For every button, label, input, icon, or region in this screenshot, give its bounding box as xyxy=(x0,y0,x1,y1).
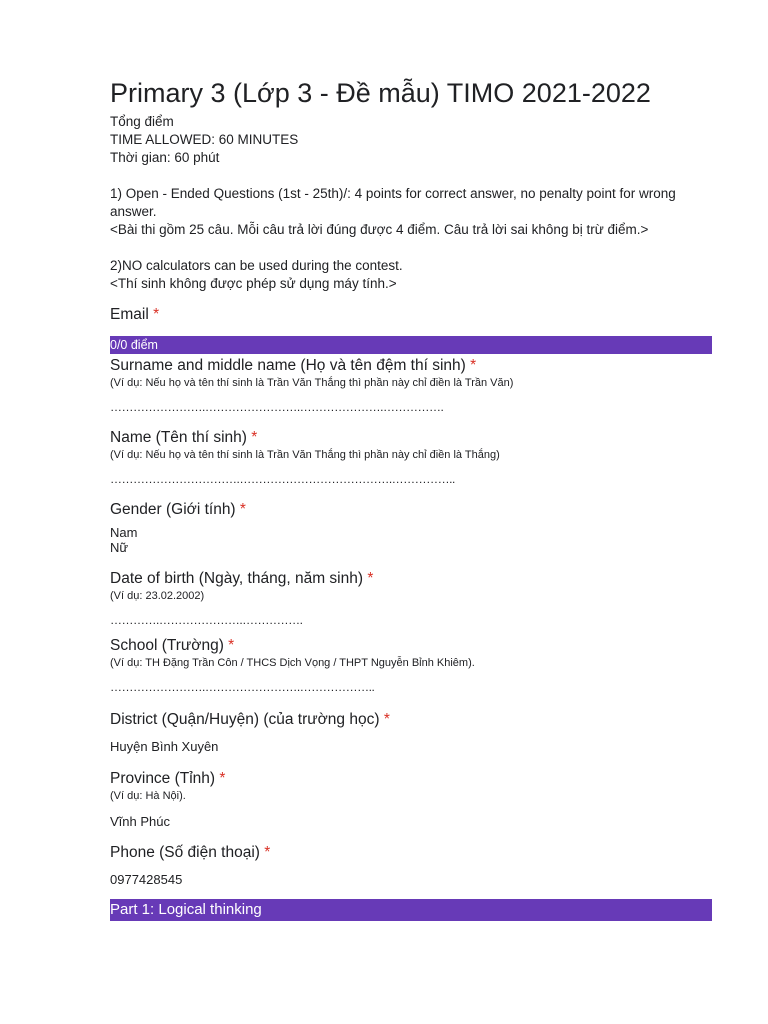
form-title: Primary 3 (Lớp 3 - Đề mẫu) TIMO 2021-2022 xyxy=(110,78,651,108)
school-question xyxy=(110,636,712,656)
form-page xyxy=(110,76,712,921)
phone-question xyxy=(110,843,712,863)
province-question xyxy=(110,769,712,789)
province-hint: (Ví dụ: Hà Nội). xyxy=(110,790,186,802)
gender-question xyxy=(110,500,712,520)
surname-hint: (Ví dụ: Nếu họ và tên thí sinh là Trần Văn Thắng thì phần này chỉ điền là Trần Văn) xyxy=(110,377,514,389)
score-bar: 0/0 điểm xyxy=(110,336,712,354)
district-label: District (Quận/Huyện) (của trường học) xyxy=(110,711,380,728)
gender-option-nu[interactable]: Nữ xyxy=(110,540,129,555)
spacer xyxy=(110,239,712,257)
dob-question xyxy=(110,569,712,589)
required-asterisk: * xyxy=(228,637,235,654)
gender-option-nam[interactable]: Nam xyxy=(110,525,138,540)
required-asterisk: * xyxy=(239,501,246,518)
district-answer: Huyện Bình Xuyên xyxy=(110,739,219,754)
province-answer: Vĩnh Phúc xyxy=(110,814,170,829)
phone-label: Phone (Số điện thoại) xyxy=(110,844,260,861)
dob-label: Date of birth (Ngày, tháng, năm sinh) xyxy=(110,570,364,587)
required-asterisk: * xyxy=(219,770,226,787)
rule-1-vi: <Bài thi gồm 25 câu. Mỗi câu trả lời đúng được 4 điểm. Câu trả lời sai không bị trừ điểm.> xyxy=(110,222,649,237)
required-asterisk: * xyxy=(153,306,160,323)
gender-label: Gender (Giới tính) xyxy=(110,501,236,518)
surname-answer: …………………….…………………….………………….……………. xyxy=(110,400,444,414)
section-header-part-1: Part 1: Logical thinking xyxy=(110,899,712,921)
surname-question xyxy=(110,356,712,376)
school-hint: (Ví dụ: TH Đặng Trần Côn / THCS Dịch Vọng / THPT Nguyễn Bỉnh Khiêm). xyxy=(110,657,475,669)
total-score-label: Tổng điểm xyxy=(110,114,174,129)
district-question xyxy=(110,710,712,730)
surname-label: Surname and middle name (Họ và tên đệm thí sinh) xyxy=(110,357,466,374)
province-label: Province (Tỉnh) xyxy=(110,770,216,787)
rule-2-vi: <Thí sinh không được phép sử dụng máy tính.> xyxy=(110,276,397,291)
school-label: School (Trường) xyxy=(110,637,224,654)
time-allowed-vi: Thời gian: 60 phút xyxy=(110,150,220,165)
name-hint: (Ví dụ: Nếu họ và tên thí sinh là Trần Văn Thắng thì phần này chỉ điền là Thắng) xyxy=(110,449,500,461)
name-question xyxy=(110,428,712,448)
email-label: Email xyxy=(110,306,149,323)
school-answer: …………………….…………………….……………….. xyxy=(110,680,375,694)
email-question xyxy=(110,305,712,325)
spacer xyxy=(110,167,712,185)
phone-answer: 0977428545 xyxy=(110,872,183,887)
dob-hint: (Ví dụ: 23.02.2002) xyxy=(110,590,205,602)
required-asterisk: * xyxy=(367,570,374,587)
time-allowed-en: TIME ALLOWED: 60 MINUTES xyxy=(110,132,299,147)
name-label: Name (Tên thí sinh) xyxy=(110,429,247,446)
required-asterisk: * xyxy=(383,711,390,728)
required-asterisk: * xyxy=(251,429,258,446)
rule-1-en: 1) Open - Ended Questions (1st - 25th)/: 4 points for correct answer, no penalty point for wrong answer. xyxy=(110,186,676,219)
required-asterisk: * xyxy=(470,357,477,374)
name-answer: …………………………….………………………………….…………….. xyxy=(110,472,455,486)
dob-answer: ………….………………….……………. xyxy=(110,613,303,627)
required-asterisk: * xyxy=(264,844,271,861)
rule-2-en: 2)NO calculators can be used during the contest. xyxy=(110,258,403,273)
